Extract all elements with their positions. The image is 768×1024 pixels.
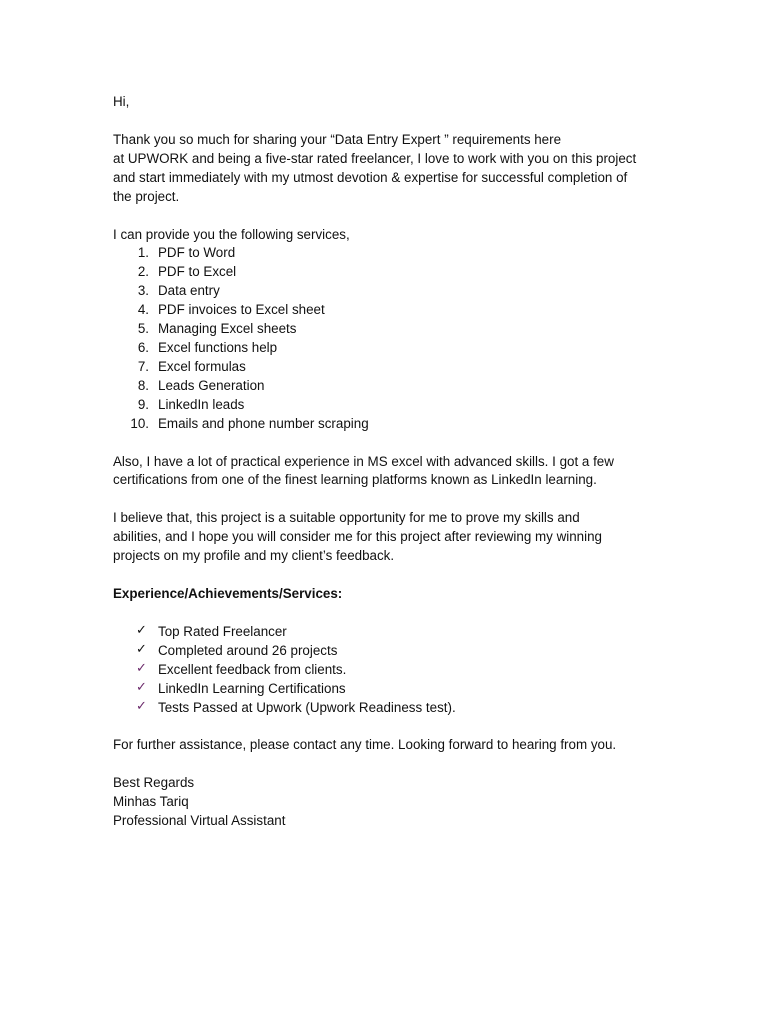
list-item [113,358,673,377]
achievements-list [113,623,673,718]
greeting: Hi, [113,94,130,109]
list-item-label: Top Rated Freelancer [158,623,287,639]
opening-line: the project. [113,188,180,204]
belief-line: I believe that, this project is a suitable opportunity for me to prove my skills and [113,510,580,526]
list-item-label: PDF invoices to Excel sheet [158,302,325,318]
list-item [113,415,673,434]
list-item [113,396,673,415]
list-number: 4. [137,302,149,318]
list-item-label: Excellent feedback from clients. [158,661,347,677]
list-item-label: Completed around 26 projects [158,642,338,658]
list-item-label: PDF to Excel [158,264,237,280]
list-item [113,699,673,718]
list-item [113,320,673,339]
opening-line: Thank you so much for sharing your “Data Entry Expert ” requirements here [113,131,562,147]
opening-paragraph [113,131,673,207]
check-mark-icon: ✓ [136,660,147,676]
list-item [113,301,673,320]
list-number: 6. [137,339,149,355]
experience-line: certifications from one of the finest learning platforms known as LinkedIn learning. [113,472,597,488]
list-item-label: PDF to Word [158,245,236,261]
list-item [113,661,673,680]
services-list [113,244,673,433]
list-item-label: Emails and phone number scraping [158,415,369,431]
list-number: 5. [137,321,149,337]
list-item [113,244,673,263]
experience-line: Also, I have a lot of practical experience in MS excel with advanced skills. I got a few [113,453,614,469]
signature-regards: Best Regards [113,775,195,791]
list-number: 9. [137,396,149,412]
list-item [113,282,673,301]
check-mark-icon: ✓ [136,641,147,657]
services-intro: I can provide you the following services, [113,226,350,242]
list-item-label: Tests Passed at Upwork (Upwork Readiness test). [158,699,456,715]
list-number: 2. [137,264,149,280]
achievements-heading: Experience/Achievements/Services: [113,586,343,602]
list-number: 3. [137,283,149,299]
closing-paragraph: For further assistance, please contact any time. Looking forward to hearing from you. [113,737,617,753]
list-item-label: LinkedIn leads [158,396,245,412]
list-item [113,680,673,699]
check-mark-icon: ✓ [136,622,147,638]
list-item-label: Data entry [158,283,220,299]
list-item [113,339,673,358]
signature-name: Minhas Tariq [113,794,189,810]
signature-title: Professional Virtual Assistant [113,813,286,829]
list-number: 1. [137,245,149,261]
list-item-label: Leads Generation [158,377,265,393]
belief-paragraph [113,509,673,566]
signature-block [113,774,673,831]
list-item-label: Managing Excel sheets [158,321,297,337]
check-mark-icon: ✓ [136,679,147,695]
list-item-label: LinkedIn Learning Certifications [158,680,346,696]
list-item [113,263,673,282]
list-number: 7. [137,358,149,374]
list-number: 8. [137,377,149,393]
list-item [113,623,673,642]
belief-line: projects on my profile and my client’s feedback. [113,548,395,564]
letter-page [113,93,673,831]
belief-line: abilities, and I hope you will consider me for this project after reviewing my winning [113,529,602,545]
check-mark-icon: ✓ [136,698,147,714]
list-item [113,642,673,661]
list-item-label: Excel functions help [158,339,278,355]
opening-line: and start immediately with my utmost devotion & expertise for successful completion of [113,169,628,185]
list-item [113,377,673,396]
list-item-label: Excel formulas [158,358,246,374]
list-number: 10. [130,415,149,431]
opening-line: at UPWORK and being a five-star rated freelancer, I love to work with you on this project [113,150,637,166]
experience-paragraph [113,453,673,491]
